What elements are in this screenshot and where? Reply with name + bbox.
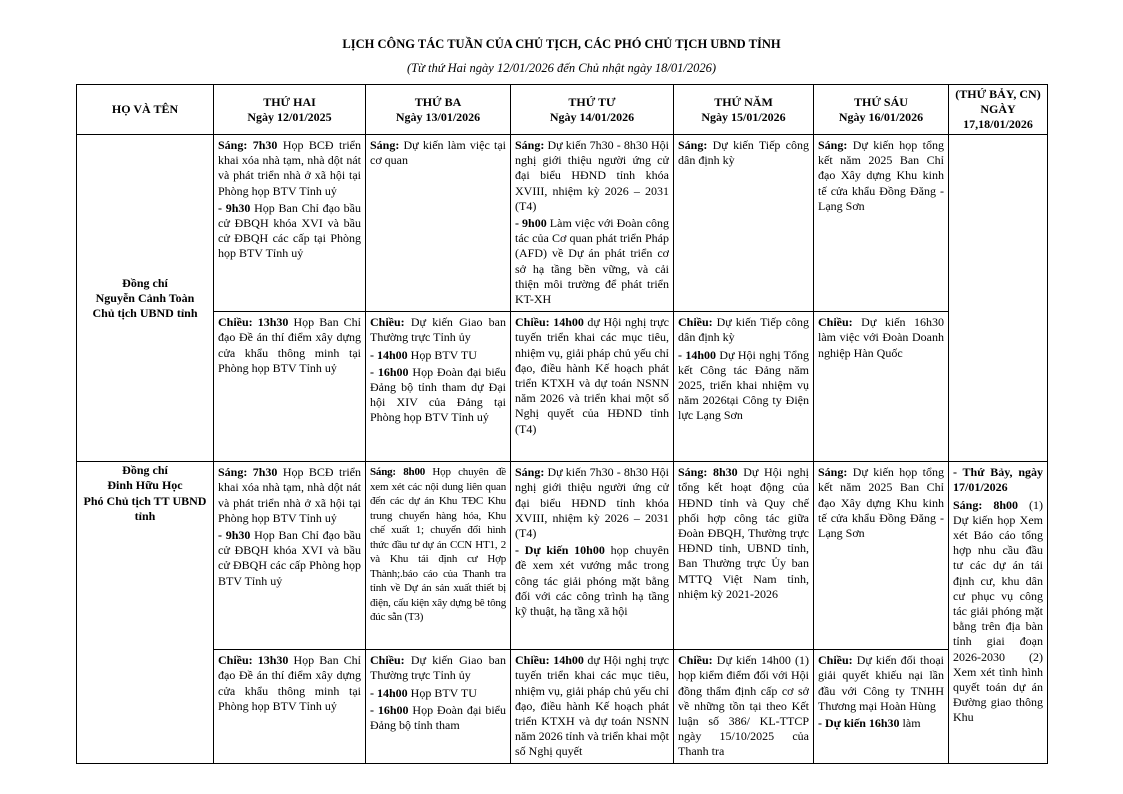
schedule-entry bbox=[370, 348, 506, 363]
entry-text: Họp chuyên đề xem xét các nội dung liên quan đến các dự án Khu TĐC Khu trung chuyển hàng hóa, Khu chế xuất 1; chuyển đổi hình thức đầu tư dự án CCN HT1, 2 và Khu tái định cư Hợp Thành;.báo cáo của Thanh tra tỉnh về Dự án sản xuất thiết bị điện, cấu kiện xây dựng bê tông đúc sẵn (T3) bbox=[370, 466, 506, 624]
entry-time: - 9h00 bbox=[515, 216, 547, 231]
p1-afternoon-row bbox=[77, 312, 1048, 462]
p2-name-cell: Đồng chí Đinh Hữu Học Phó Chủ tịch TT UBND tỉnh bbox=[77, 462, 214, 764]
weekly-schedule-table bbox=[76, 84, 1048, 764]
entry-text: Dự kiến họp tổng kết năm 2025 Ban Chỉ đạo Xây dựng Khu kinh tế cửa khẩu Đồng Đăng - Lạng Sơn bbox=[818, 138, 944, 213]
entry-text: Dự Hội nghị Tổng kết Công tác Đảng năm 2025, triển khai nhiệm vụ năm 2026tại Công ty Điện lực Lạng Sơn bbox=[678, 347, 809, 423]
p2-mon-afternoon bbox=[214, 650, 366, 764]
schedule-entry bbox=[515, 543, 669, 619]
entry-time: - 9h30 bbox=[218, 200, 251, 215]
schedule-entry bbox=[370, 465, 506, 625]
schedule-entry bbox=[678, 653, 809, 759]
entry-time: - Dự kiến 16h30 bbox=[818, 716, 900, 731]
p1-wed-morning bbox=[511, 135, 674, 312]
entry-time: Sáng: 8h00 bbox=[370, 466, 426, 479]
p1-mon-morning bbox=[214, 135, 366, 312]
schedule-entry bbox=[818, 138, 944, 214]
entry-text: Họp Ban Chỉ đạo bầu cử ĐBQH khóa XVI và bầu cử ĐBQH các cấp tại Phòng họp BTV Tỉnh uỷ bbox=[218, 200, 361, 261]
entry-time: Chiều: bbox=[678, 653, 713, 668]
entry-time: Sáng: 8h30 bbox=[678, 465, 738, 480]
schedule-entry bbox=[218, 653, 361, 714]
p2-mon-morning bbox=[214, 462, 366, 650]
entry-text: họp chuyên đề xem xét vướng mắc trong công tác giải phóng mặt bằng đối với các công trình hạ tầng kỹ thuật, hạ tầng xã hội bbox=[515, 543, 669, 619]
entry-time: Sáng: bbox=[515, 465, 545, 480]
entry-time: Chiều: 13h30 bbox=[218, 315, 289, 330]
entry-text: Họp Ban Chỉ đạo Đề án thí điểm xây dựng cửa khẩu thông minh tại Phòng họp BTV Tỉnh uỷ bbox=[218, 653, 361, 713]
p1-morning-row bbox=[77, 135, 1048, 312]
p1-wed-afternoon bbox=[511, 312, 674, 462]
entry-text: Dự kiến Giao ban Thường trực Tỉnh ủy bbox=[370, 653, 506, 683]
entry-time: - 16h00 bbox=[370, 702, 409, 717]
schedule-entry bbox=[953, 498, 1043, 726]
schedule-entry bbox=[818, 315, 944, 361]
entry-time: Sáng: 7h30 bbox=[218, 138, 278, 152]
entry-time: - 9h30 bbox=[218, 528, 251, 543]
header-friday: THỨ SÁU Ngày 16/01/2026 bbox=[814, 85, 949, 135]
entry-time: Sáng: bbox=[370, 138, 400, 152]
entry-text: Dự kiến 7h30 - 8h30 Hội nghị giới thiệu người ứng cử đại biểu HĐND tỉnh khóa XVIII, nhiệm kỳ 2026 – 2031 (T4) bbox=[515, 465, 669, 541]
entry-time: Sáng: bbox=[515, 138, 545, 152]
entry-time: Chiều: 13h30 bbox=[218, 653, 289, 668]
entry-time: Chiều: bbox=[818, 653, 853, 668]
entry-text: Họp BCĐ triển khai xóa nhà tạm, nhà dột nát và phát triển nhà ở xã hội tại Phòng họp BTV Tỉnh uỷ bbox=[218, 138, 361, 198]
entry-text: Dự kiến 7h30 - 8h30 Hội nghị giới thiệu người ứng cử đại biểu HĐND tỉnh khóa XVIII, nhiệm kỳ 2026 – 2031 (T4) bbox=[515, 138, 669, 213]
schedule-entry bbox=[678, 138, 809, 168]
entry-text: Dự kiến làm việc tại cơ quan bbox=[370, 138, 506, 168]
entry-text: Họp Đoàn đại biểu Đảng bộ tỉnh tham bbox=[370, 702, 506, 733]
schedule-title: LỊCH CÔNG TÁC TUẦN CỦA CHỦ TỊCH, CÁC PHÓ CHỦ TỊCH UBND TỈNH bbox=[342, 37, 781, 51]
p2-fri-morning bbox=[814, 462, 949, 650]
schedule-entry bbox=[218, 201, 361, 262]
p1-weekend bbox=[949, 135, 1048, 462]
entry-time: - Thứ Bảy, ngày 17/01/2026 bbox=[953, 465, 1043, 495]
p2-thu-afternoon bbox=[674, 650, 814, 764]
schedule-entry bbox=[818, 716, 944, 731]
schedule-entry bbox=[515, 216, 669, 307]
entry-text: dự Hội nghị trực tuyến triển khai các mục tiêu, nhiệm vụ, giải pháp chủ yếu chỉ đạo, điều hành Kế hoạch phát triển KTXH và dự toán NSNN năm 2026 và triển khai một số Nghị quyết của HĐND tỉnh (T4) bbox=[515, 315, 669, 436]
header-wednesday: THỨ TƯ Ngày 14/01/2026 bbox=[511, 85, 674, 135]
entry-text: Dự kiến Giao ban Thường trực Tỉnh ủy bbox=[370, 315, 506, 345]
schedule-entry bbox=[515, 138, 669, 214]
schedule-entry bbox=[515, 465, 669, 541]
p1-tue-afternoon bbox=[366, 312, 511, 462]
p2-wed-morning bbox=[511, 462, 674, 650]
header-thursday: THỨ NĂM Ngày 15/01/2026 bbox=[674, 85, 814, 135]
entry-text: làm bbox=[902, 716, 921, 731]
p2-morning-row bbox=[77, 462, 1048, 650]
p1-fri-afternoon bbox=[814, 312, 949, 462]
entry-text: Họp Đoàn đại biểu Đảng bộ tỉnh tham dự Đại hội XIV của Đảng tại Phòng họp BTV Tỉnh uỷ bbox=[370, 364, 506, 425]
schedule-entry bbox=[218, 138, 361, 199]
schedule-subtitle: (Từ thứ Hai ngày 12/01/2026 đến Chủ nhật ngày 18/01/2026) bbox=[406, 61, 717, 75]
entry-time: Sáng: bbox=[818, 138, 848, 152]
p2-fri-afternoon bbox=[814, 650, 949, 764]
schedule-entry bbox=[515, 653, 669, 759]
header-row bbox=[77, 85, 1048, 135]
schedule-entry bbox=[818, 465, 944, 541]
entry-text: Dự kiến Tiếp công dân định kỳ bbox=[678, 315, 809, 345]
schedule-entry bbox=[678, 348, 809, 424]
p1-name-cell: Đồng chí Nguyễn Cảnh Toàn Chủ tịch UBND tỉnh bbox=[77, 135, 214, 462]
schedule-entry bbox=[218, 528, 361, 589]
schedule-entry bbox=[370, 653, 506, 683]
entry-text: Dự kiến 14h00 (1) họp kiểm điểm đối với Hội đồng thẩm định cấp cơ sở về những tồn tại theo Kết luận số 386/ KL-TTCP ngày 15/10/2025 của Thanh tra bbox=[678, 653, 809, 759]
entry-text: Làm việc với Đoàn công tác của Cơ quan phát triển Pháp (AFD) về Dự án phát triển cơ sở hạ tầng bền vững, và cải thiện môi trường để phát triển KT-XH bbox=[515, 216, 669, 307]
schedule-entry bbox=[370, 686, 506, 701]
entry-text: Dự kiến đối thoại giải quyết khiếu nại lần đầu với Công ty TNHH Thương mại Hoàn Hùng bbox=[818, 653, 944, 713]
entry-time: - 14h00 bbox=[370, 685, 408, 700]
schedule-entry bbox=[370, 315, 506, 345]
entry-text: dự Hội nghị trực tuyến triển khai các mục tiêu, nhiệm vụ, giải pháp chủ yếu chỉ đạo, điều hành Kế hoạch phát triển KTXH và dự toán NSNN năm 2026 tỉnh và triển khai một số Nghị quyết bbox=[515, 653, 669, 759]
entry-text: Họp Ban Chỉ đạo bầu cử ĐBQH khóa XVI và bầu cử ĐBQH các cấp Phòng họp BTV Tỉnh uỷ bbox=[218, 528, 361, 588]
entry-time: Chiều: bbox=[678, 315, 713, 330]
entry-time: - 14h00 bbox=[678, 347, 717, 362]
p2-weekend bbox=[949, 462, 1048, 764]
entry-time: Chiều: bbox=[370, 653, 405, 668]
header-tuesday: THỨ BA Ngày 13/01/2026 bbox=[366, 85, 511, 135]
schedule-entry bbox=[218, 465, 361, 526]
schedule-entry bbox=[370, 138, 506, 168]
entry-text: Dự kiến Tiếp công dân định kỳ bbox=[678, 138, 809, 168]
p2-tue-morning bbox=[366, 462, 511, 650]
header-monday: THỨ HAI Ngày 12/01/2025 bbox=[214, 85, 366, 135]
entry-time: Sáng: bbox=[818, 465, 848, 480]
schedule-entry bbox=[953, 465, 1043, 495]
entry-text: (1) Dự kiến họp Xem xét Báo cáo tổng hợp nhu cầu đầu tư các dự án tái định cư, khu dân cư phục vụ công tác giải phóng mặt bằng trên địa bàn tỉnh giai đoạn 2026-2030 (2) Xem xét tình hình quyết toán dự án Đường giao thông Khu bbox=[953, 497, 1043, 725]
p2-wed-afternoon bbox=[511, 650, 674, 764]
schedule-entry bbox=[515, 315, 669, 437]
p1-fri-morning bbox=[814, 135, 949, 312]
header-weekend: (THỨ BẢY, CN) NGÀY 17,18/01/2026 bbox=[949, 85, 1048, 135]
entry-time: - 16h00 bbox=[370, 364, 409, 379]
schedule-entry bbox=[818, 653, 944, 714]
schedule-entry bbox=[678, 315, 809, 345]
entry-time: - 14h00 bbox=[370, 347, 408, 362]
schedule-entry bbox=[370, 703, 506, 733]
header-name: HỌ VÀ TÊN bbox=[77, 85, 214, 135]
entry-time: Sáng: 7h30 bbox=[218, 465, 278, 480]
entry-time: - Dự kiến 10h00 bbox=[515, 543, 605, 558]
p2-afternoon-row bbox=[77, 650, 1048, 764]
p2-tue-afternoon bbox=[366, 650, 511, 764]
entry-text: Dự Hội nghị tổng kết hoạt động của HĐND tỉnh và Quy chế phối hợp công tác giữa Đoàn ĐBQH, Thường trực HĐND tỉnh, UBND tỉnh, Ban Thường trực Ủy ban MTTQ Việt Nam tỉnh, nhiệm kỳ 2021-2026 bbox=[678, 465, 809, 601]
entry-text: Họp BCĐ triển khai xóa nhà tạm, nhà dột nát và phát triển nhà ở xã hội tại Phòng họp BTV Tỉnh uỷ bbox=[218, 465, 361, 525]
schedule-entry bbox=[370, 365, 506, 426]
entry-text: Họp Ban Chỉ đạo Đề án thí điểm xây dựng cửa khẩu thông minh tại Phòng họp BTV Tỉnh uỷ bbox=[218, 315, 361, 375]
p1-thu-afternoon bbox=[674, 312, 814, 462]
p2-thu-morning bbox=[674, 462, 814, 650]
entry-time: Chiều: 14h00 bbox=[515, 653, 584, 668]
entry-time: Sáng: bbox=[678, 138, 708, 152]
p1-tue-morning bbox=[366, 135, 511, 312]
entry-time: Chiều: bbox=[818, 315, 853, 330]
entry-time: Chiều: bbox=[370, 315, 405, 330]
p1-thu-morning bbox=[674, 135, 814, 312]
entry-time: Sáng: 8h00 bbox=[953, 497, 1019, 512]
p1-mon-afternoon bbox=[214, 312, 366, 462]
schedule-entry bbox=[218, 315, 361, 376]
entry-text: Họp BTV TU bbox=[410, 685, 477, 700]
entry-text: Dự kiến 16h30 làm việc với Đoàn Doanh nghiệp Hàn Quốc bbox=[818, 315, 944, 360]
entry-time: Chiều: 14h00 bbox=[515, 315, 584, 330]
entry-text: Dự kiến họp tổng kết năm 2025 Ban Chỉ đạo Xây dựng Khu kinh tế cửa khẩu Đồng Đăng - Lạng Sơn bbox=[818, 465, 944, 541]
entry-text: Họp BTV TU bbox=[410, 347, 477, 362]
schedule-entry bbox=[678, 465, 809, 602]
